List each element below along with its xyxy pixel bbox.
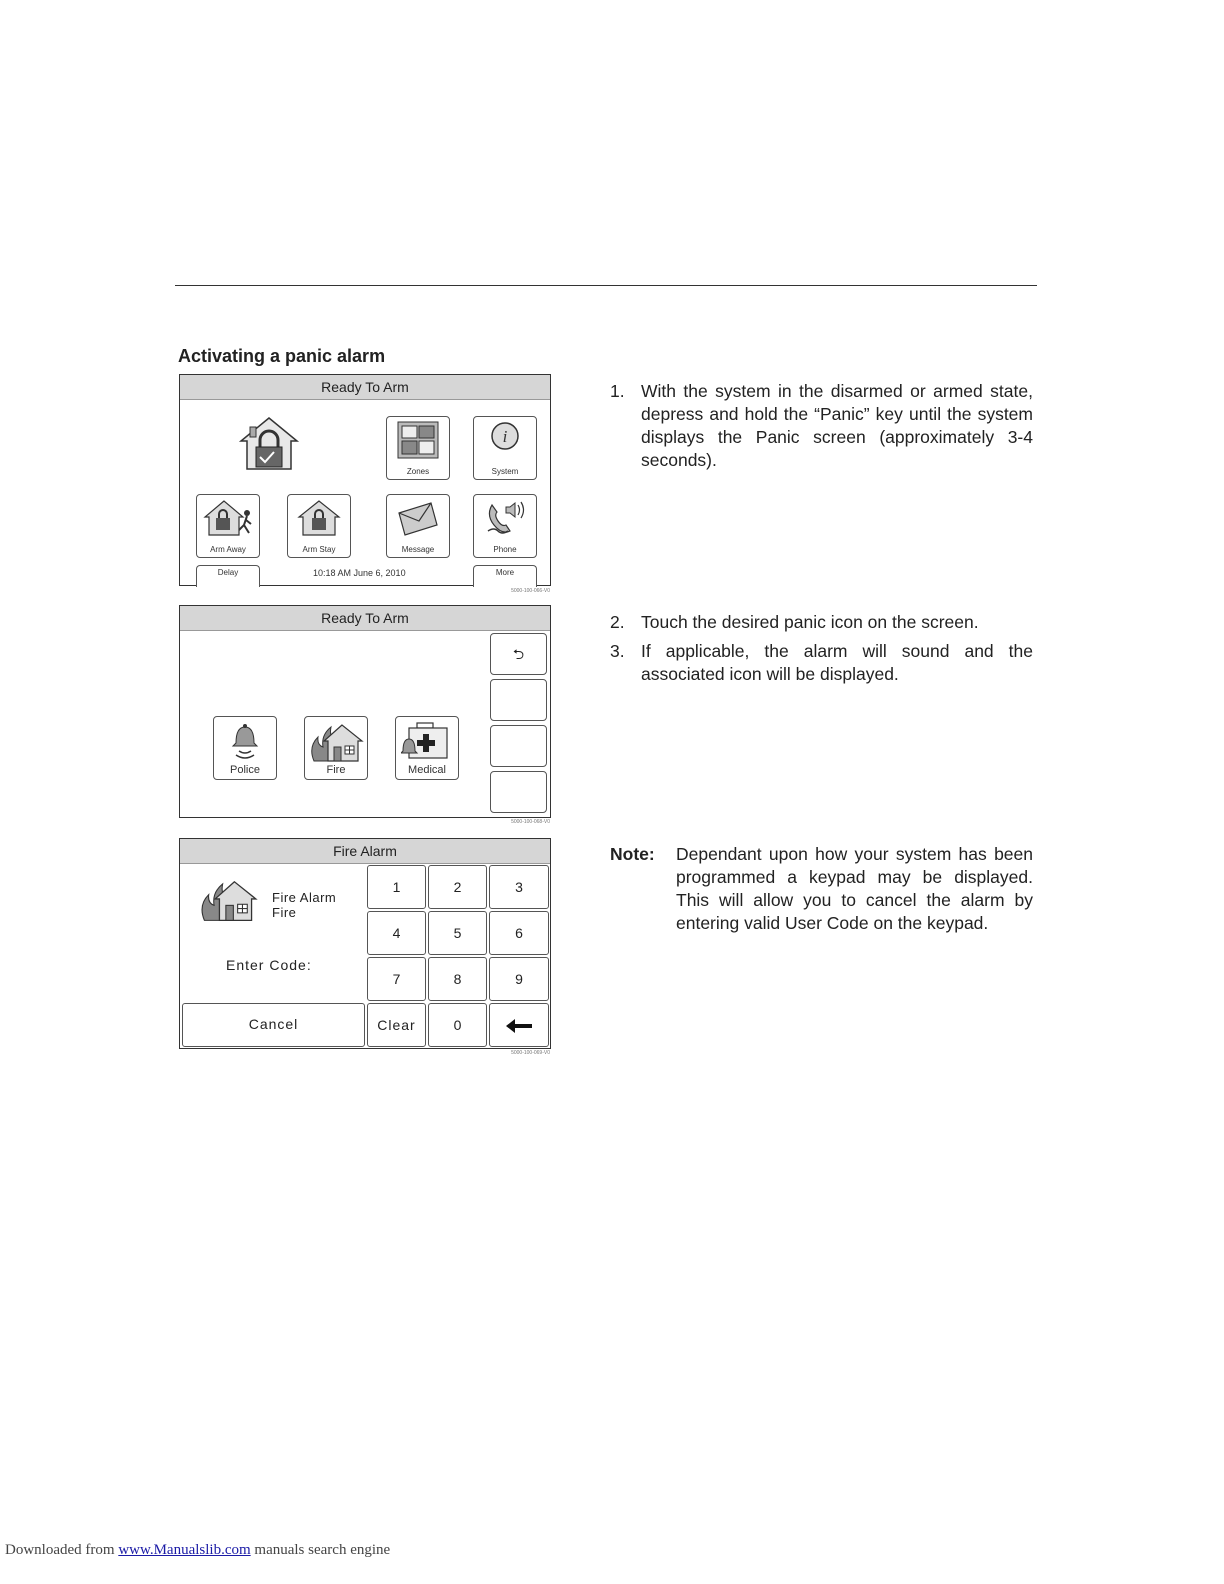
arm-away-button[interactable] [196, 494, 260, 558]
phone-icon [482, 499, 528, 537]
key-7[interactable]: 7 [367, 957, 426, 1001]
fire-house-icon [308, 721, 364, 763]
more-tab[interactable]: More [473, 565, 537, 587]
police-label: Police [230, 764, 260, 776]
figure-code: 5000-100-069-V0 [511, 1050, 550, 1056]
arm-away-label: Arm Away [210, 545, 246, 554]
side-blank-button-1[interactable] [490, 679, 547, 721]
key-2[interactable]: 2 [428, 865, 487, 909]
screen-title: Ready To Arm [180, 606, 550, 631]
header-rule [175, 285, 1037, 286]
system-label: System [491, 467, 519, 476]
screen-title: Ready To Arm [180, 375, 550, 400]
medical-label: Medical [408, 764, 446, 776]
key-5[interactable]: 5 [428, 911, 487, 955]
step-list-2 [610, 611, 1033, 692]
zones-label: Zones [406, 467, 430, 476]
system-button[interactable] [473, 416, 537, 480]
step-list-1 [610, 380, 1033, 478]
house-lock-icon [238, 415, 300, 476]
step-text: Touch the desired panic icon on the screen. [641, 612, 979, 632]
police-panic-button[interactable] [213, 716, 277, 780]
date-time-display: 10:18 AM June 6, 2010 [313, 568, 406, 578]
step-item [610, 611, 1033, 634]
envelope-icon [395, 499, 441, 537]
step-number: 1. [610, 381, 625, 401]
ready-to-arm-screen [179, 374, 551, 594]
arm-stay-label: Arm Stay [302, 545, 336, 554]
key-6[interactable]: 6 [489, 911, 549, 955]
arm-stay-button[interactable] [287, 494, 351, 558]
arm-away-icon [202, 499, 254, 537]
phone-button[interactable] [473, 494, 537, 558]
step-text: If applicable, the alarm will sound and the associated icon will be displayed. [641, 641, 1033, 684]
alarm-zone: Fire [272, 905, 297, 920]
zones-icon [397, 421, 439, 459]
section-title: Activating a panic alarm [178, 346, 386, 366]
clear-button[interactable]: Clear [367, 1003, 426, 1047]
info-icon [490, 421, 520, 451]
step-item [610, 640, 1033, 686]
enter-code-label: Enter Code: [226, 957, 312, 973]
alarm-type: Fire Alarm [272, 890, 337, 905]
fire-label: Fire [326, 764, 346, 776]
back-arrow-icon: ⮌ [512, 646, 525, 662]
note-text: Dependant upon how your system has been programmed a keypad may be displayed. This will allow you to cancel the alarm by entering valid User Code on the keypad. [676, 844, 1033, 933]
key-4[interactable]: 4 [367, 911, 426, 955]
bell-icon [228, 721, 262, 759]
backspace-button[interactable] [489, 1003, 549, 1047]
svg-text:i: i [502, 427, 508, 446]
side-blank-button-2[interactable] [490, 725, 547, 767]
medical-kit-icon [401, 721, 453, 761]
message-label: Message [401, 545, 435, 554]
side-blank-button-3[interactable] [490, 771, 547, 813]
key-9[interactable]: 9 [489, 957, 549, 1001]
phone-label: Phone [493, 545, 517, 554]
note-label: Note: [610, 844, 655, 864]
step-item [610, 380, 1033, 472]
panic-screen [179, 605, 551, 825]
footer-suffix: manuals search engine [254, 1542, 391, 1558]
figure-code: 5000-100-068-V0 [511, 819, 550, 825]
medical-panic-button[interactable] [395, 716, 459, 780]
note [610, 843, 1033, 935]
message-button[interactable] [386, 494, 450, 558]
back-button[interactable] [490, 633, 547, 675]
fire-house-icon [198, 877, 258, 928]
key-0[interactable]: 0 [428, 1003, 487, 1047]
zones-button[interactable] [386, 416, 450, 480]
footer [5, 1542, 390, 1559]
key-8[interactable]: 8 [428, 957, 487, 1001]
cancel-button[interactable]: Cancel [182, 1003, 365, 1047]
backspace-arrow-icon [504, 1016, 534, 1036]
key-3[interactable]: 3 [489, 865, 549, 909]
step-text: With the system in the disarmed or armed state, depress and hold the “Panic” key until the system displays the Panic screen (approximately 3-4 seconds). [641, 381, 1033, 470]
fire-alarm-screen [179, 838, 551, 1056]
figure-code: 5000-100-066-V0 [511, 588, 550, 594]
manualslib-link[interactable]: www.Manualslib.com [118, 1542, 251, 1558]
screen-title: Fire Alarm [180, 839, 550, 864]
step-number: 2. [610, 612, 625, 632]
footer-prefix: Downloaded from [5, 1542, 115, 1558]
step-number: 3. [610, 641, 625, 661]
key-1[interactable]: 1 [367, 865, 426, 909]
arm-stay-icon [296, 499, 342, 537]
delay-tab[interactable]: Delay [196, 565, 260, 587]
fire-panic-button[interactable] [304, 716, 368, 780]
